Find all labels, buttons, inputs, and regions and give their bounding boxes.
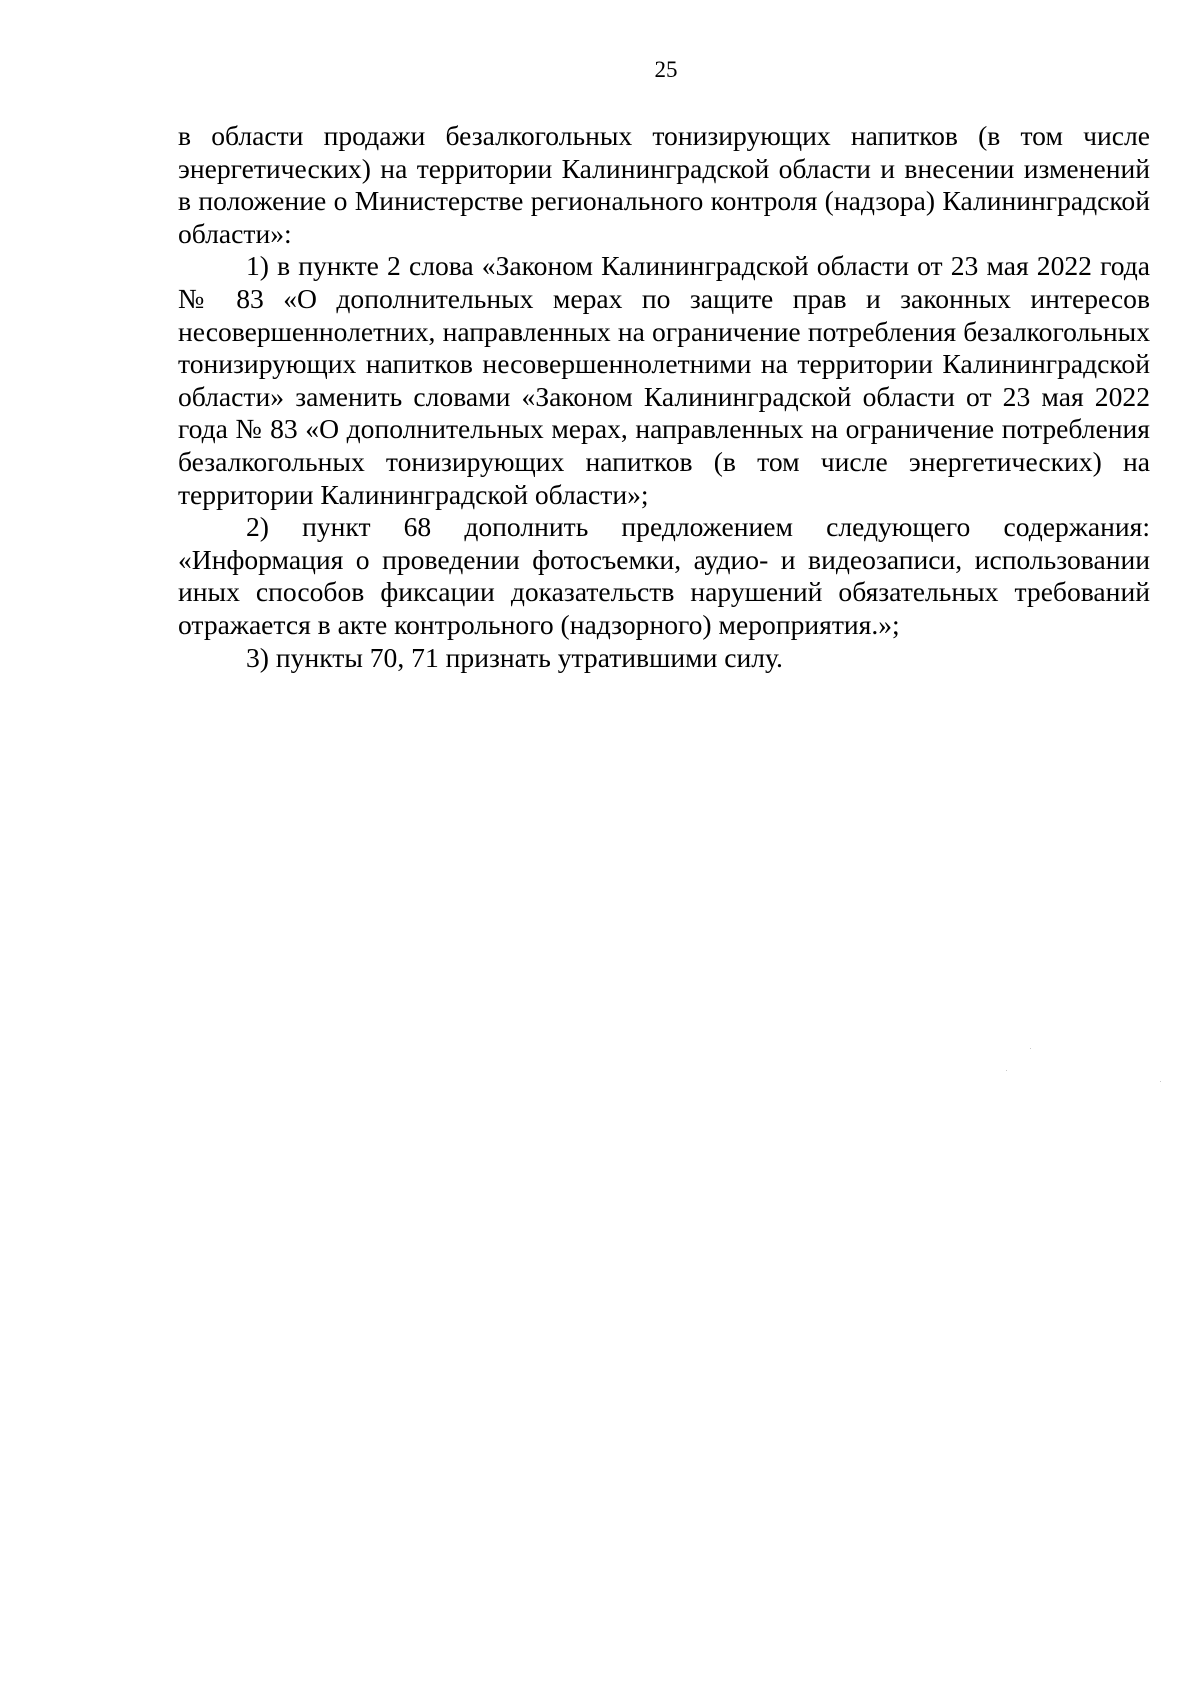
paragraph-item-2: 2) пункт 68 дополнить предложением следующего содержания: «Информация о проведении фотосъемки, аудио- и видеозаписи, использовании иных способов фиксации доказательств нарушений обязательных требований отражается в акте контрольного (надзорного) мероприятия.»; (178, 511, 1150, 640)
page-number: 25 (654, 57, 678, 82)
paragraph-item-1: 1) в пункте 2 слова «Законом Калининградской области от 23 мая 2022 года № 83 «О дополнительных мерах по защите прав и законных интересов несовершеннолетних, направленных на ограничение потребления безалкогольных тонизирующих напитков несовершеннолетними на территории Калининградской области» заменить словами «Законом Калининградской области от 23 мая 2022 года № 83 «О дополнительных мерах, направленных на ограничение потребления безалкогольных тонизирующих напитков (в том числе энергетических) на территории Калининградской области»; (178, 250, 1150, 510)
scan-speck (1006, 1070, 1007, 1071)
scan-speck (1030, 1048, 1031, 1049)
scan-speck (1160, 1081, 1161, 1082)
paragraph-continuation: в области продажи безалкогольных тонизирующих напитков (в том числе энергетических) на территории Калининградской области и внесении изменений в положение о Министерстве регионального контроля (надзора) Калининградской области»: (178, 120, 1150, 249)
paragraph-item-3: 3) пункты 70, 71 признать утратившими силу. (246, 641, 783, 673)
document-body (178, 120, 1150, 674)
